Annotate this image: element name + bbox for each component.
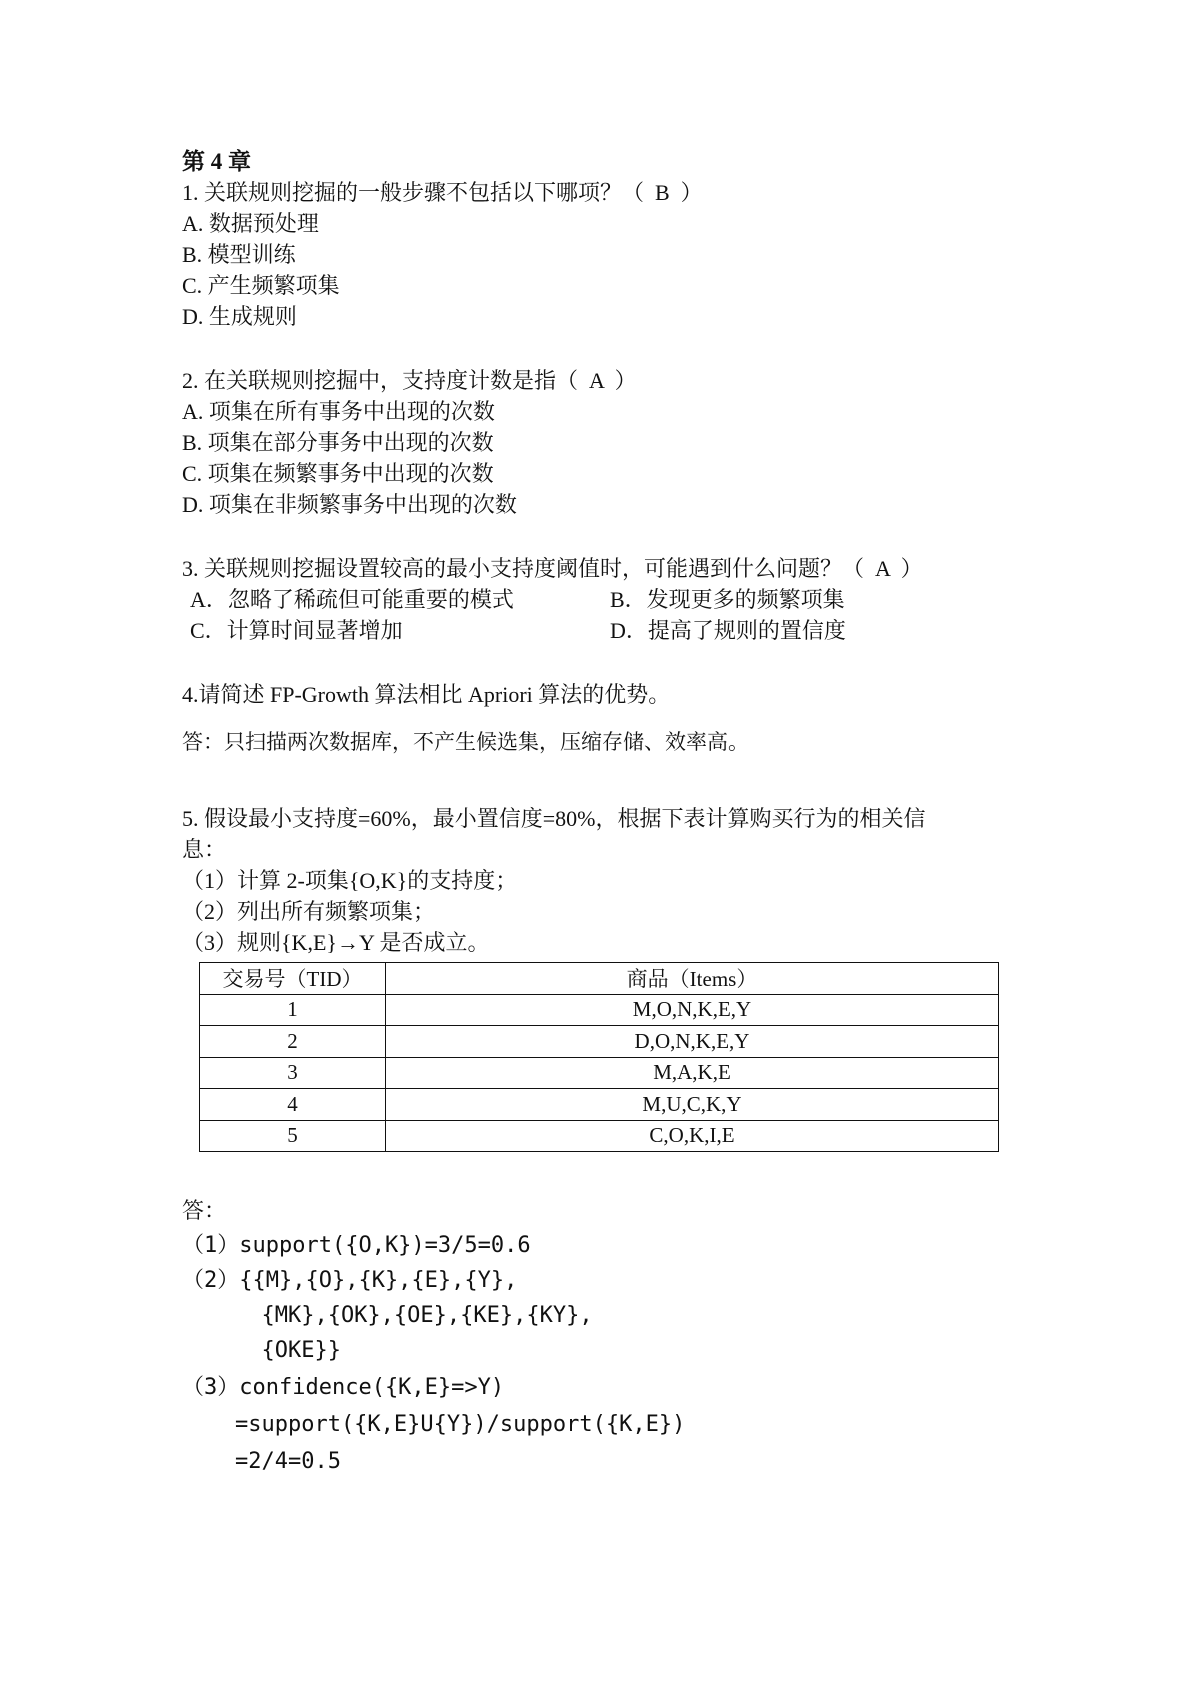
q1-option-a: A. 数据预处理 bbox=[182, 211, 319, 236]
q1-option-b: B. 模型训练 bbox=[182, 242, 296, 267]
q5-answer-line: {MK},{OK},{OE},{KE},{KY}, bbox=[182, 1303, 593, 1328]
items-cell: D,O,N,K,E,Y bbox=[386, 1026, 999, 1058]
tid-cell: 3 bbox=[200, 1057, 386, 1089]
question-2: 2. 在关联规则挖掘中，支持度计数是指（ A ） bbox=[182, 368, 637, 393]
q3-option-b: B．发现更多的频繁项集 bbox=[610, 587, 845, 612]
q2-option-b: B. 项集在部分事务中出现的次数 bbox=[182, 430, 494, 455]
transaction-table bbox=[199, 962, 999, 1152]
q5-answer-line: （2）{{M},{O},{K},{E},{Y}, bbox=[182, 1268, 518, 1293]
q3-option-c: C．计算时间显著增加 bbox=[190, 618, 403, 643]
q5-answer-line: {OKE}} bbox=[182, 1338, 341, 1363]
tid-cell: 2 bbox=[200, 1026, 386, 1058]
table-row bbox=[200, 1120, 999, 1152]
question-1: 1. 关联规则挖掘的一般步骤不包括以下哪项？（ B ） bbox=[182, 180, 703, 205]
question-4: 4.请简述 FP-Growth 算法相比 Apriori 算法的优势。 bbox=[182, 682, 671, 707]
header-items: 商品（Items） bbox=[386, 963, 999, 995]
header-tid: 交易号（TID） bbox=[200, 963, 386, 995]
question-5-line-2: 息： bbox=[182, 837, 227, 862]
q5-sub-1: （1）计算 2-项集{O,K}的支持度； bbox=[182, 868, 518, 893]
table-row bbox=[200, 994, 999, 1026]
q1-option-d: D. 生成规则 bbox=[182, 304, 297, 329]
q4-answer: 答：只扫描两次数据库，不产生候选集，压缩存储、效率高。 bbox=[182, 730, 749, 754]
table-row bbox=[200, 1057, 999, 1089]
tid-cell: 4 bbox=[200, 1089, 386, 1121]
items-cell: C,O,K,I,E bbox=[386, 1120, 999, 1152]
q5-sub-2: （2）列出所有频繁项集； bbox=[182, 899, 436, 924]
table-row bbox=[200, 1089, 999, 1121]
tid-cell: 5 bbox=[200, 1120, 386, 1152]
q1-option-c: C. 产生频繁项集 bbox=[182, 273, 340, 298]
items-cell: M,A,K,E bbox=[386, 1057, 999, 1089]
question-5-line-1: 5. 假设最小支持度=60%，最小置信度=80%，根据下表计算购买行为的相关信 bbox=[182, 806, 926, 831]
q5-answer-line: =2/4=0.5 bbox=[182, 1449, 341, 1474]
q2-option-d: D. 项集在非频繁事务中出现的次数 bbox=[182, 492, 517, 517]
items-cell: M,U,C,K,Y bbox=[386, 1089, 999, 1121]
q5-answer-line: （1）support({O,K})=3/5=0.6 bbox=[182, 1233, 531, 1258]
chapter-title: 第 4 章 bbox=[182, 149, 251, 174]
q2-option-a: A. 项集在所有事务中出现的次数 bbox=[182, 399, 495, 424]
q5-answer-line: =support({K,E}U{Y})/support({K,E}) bbox=[182, 1412, 686, 1437]
table-row bbox=[200, 1026, 999, 1058]
question-3: 3. 关联规则挖掘设置较高的最小支持度阈值时，可能遇到什么问题？（ A ） bbox=[182, 556, 923, 581]
table-header-row bbox=[200, 963, 999, 995]
q5-answer-line: （3）confidence({K,E}=>Y) bbox=[182, 1375, 505, 1400]
q5-sub-3: （3）规则{K,E}→Y 是否成立。 bbox=[182, 930, 490, 955]
q5-answer-label: 答： bbox=[182, 1198, 227, 1223]
q3-option-d: D．提高了规则的置信度 bbox=[610, 618, 846, 643]
q3-option-a: A．忽略了稀疏但可能重要的模式 bbox=[190, 587, 514, 612]
q2-option-c: C. 项集在频繁事务中出现的次数 bbox=[182, 461, 494, 486]
items-cell: M,O,N,K,E,Y bbox=[386, 994, 999, 1026]
tid-cell: 1 bbox=[200, 994, 386, 1026]
